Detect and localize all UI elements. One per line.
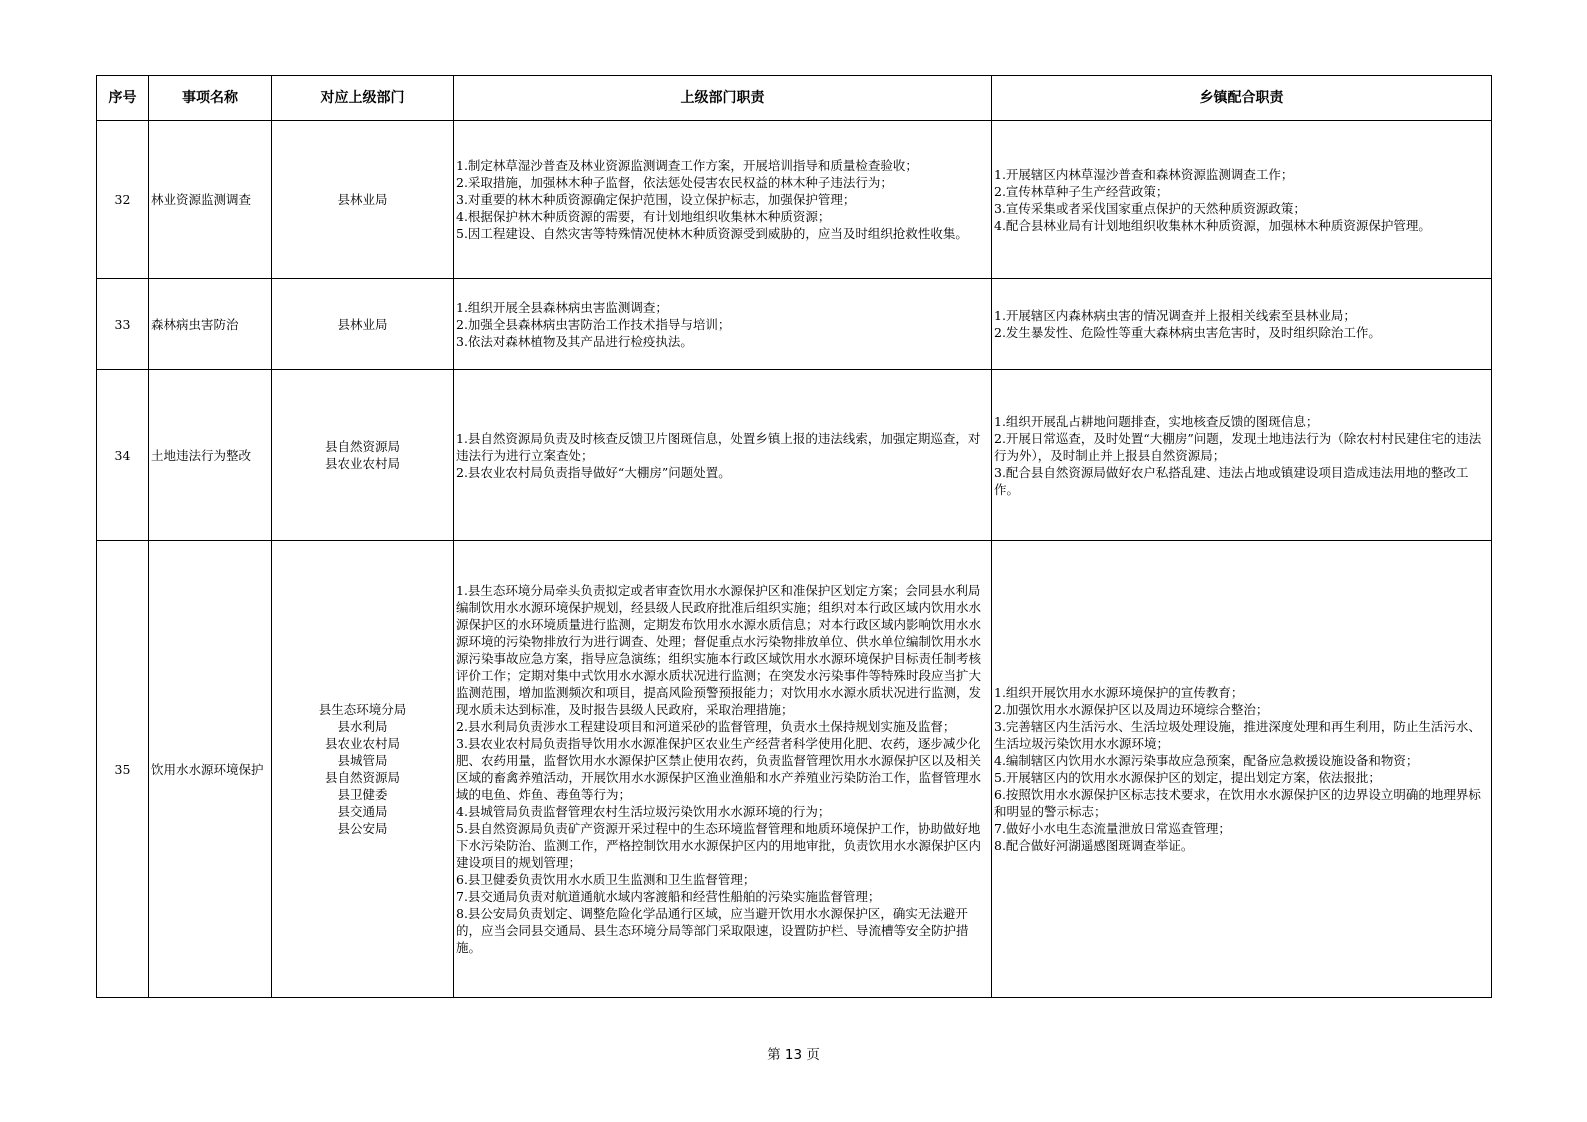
dept-name: 县农业农村局 (324, 736, 400, 751)
duty-item: 2.采取措施，加强林木种子监督，依法惩处侵害农民权益的林木种子违法行为； (456, 175, 893, 190)
row-town-duties (992, 279, 1492, 370)
duty-item: 3.完善辖区内生活污水、生活垃圾处理设施，推进深度处理和再生利用，防止生活污水、生活垃圾污染饮用水水源环境； (994, 719, 1481, 751)
table-row (97, 121, 1492, 279)
row-town-duties (992, 370, 1492, 541)
page-number: 第 13 页 (767, 1047, 820, 1063)
duty-item: 2.发生暴发性、危险性等重大森林病虫害危害时，及时组织除治工作。 (994, 325, 1381, 340)
duty-item: 1.组织开展饮用水水源环境保护的宣传教育； (994, 685, 1244, 700)
row-depts (272, 370, 454, 541)
row-town-duties (992, 541, 1492, 998)
header-upper-duties: 上级部门职责 (454, 76, 992, 121)
duty-item: 7.县交通局负责对航道通航水域内客渡船和经营性船舶的污染实施监督管理； (456, 889, 881, 904)
duty-item: 3.依法对森林植物及其产品进行检疫执法。 (456, 333, 693, 349)
row-index: 33 (97, 279, 149, 370)
duty-item: 4.配合县林业局有计划地组织收集林木种质资源，加强林木种质资源保护管理。 (994, 217, 1431, 233)
duty-item: 3.对重要的林木种质资源确定保护范围，设立保护标志，加强保护管理； (456, 192, 856, 207)
row-depts (272, 541, 454, 998)
dept-name: 县交通局 (337, 804, 388, 819)
duty-item: 1.组织开展乱占耕地问题排查，实地核查反馈的图斑信息； (994, 413, 1319, 429)
row-upper-duties (454, 279, 992, 370)
duty-item: 2.宣传林草种子生产经营政策； (994, 183, 1169, 199)
dept-name: 县公安局 (337, 821, 388, 836)
duty-item: 6.县卫健委负责饮用水水质卫生监测和卫生监督管理； (456, 872, 756, 887)
duty-item: 1.县生态环境分局牵头负责拟定或者审查饮用水水源保护区和准保护区划定方案；会同县水利局编制饮用水水源环境保护规划，经县级人民政府批准后组织实施；组织对本行政区域内饮用水水源保护区的水环境质量进行监测，定期发布饮用水水源水质信息；对本行政区域内影响饮用水水源环境的污染物排放行为进行调查、处理；督促重点水污染物排放单位、供水单位编制饮用水水源污染事故应急方案，指导应急演练；组织实施本行政区域饮用水水源环境保护目标责任制考核评价工作；定期对集中式饮用水水源水质状况进行监测；在突发水污染事件等特殊时段应当扩大监测范围，增加监测频次和项目，提高风险预警预报能力；对饮用水水源水质状况进行监测，发现水质未达到标准，及时报告县级人民政府，采取治理措施； (456, 583, 982, 717)
row-upper-duties (454, 370, 992, 541)
duty-item: 4.县城管局负责监督管理农村生活垃圾污染饮用水水源环境的行为； (456, 804, 831, 819)
dept-name: 县城管局 (337, 753, 388, 768)
duty-item: 2.加强饮用水水源保护区以及周边环境综合整治； (994, 702, 1269, 717)
duty-item: 3.县农业农村局负责指导饮用水水源准保护区农业生产经营者科学使用化肥、农药，逐步减少化肥、农药用量，监督饮用水水源保护区禁止使用农药，负责监督管理饮用水水源保护区以及相关区域的畜禽养殖活动，开展饮用水水源保护区渔业渔船和水产养殖业污染防治工作，监督管理水域的电鱼、炸鱼、毒鱼等行为； (456, 736, 982, 802)
dept-name: 县水利局 (337, 719, 388, 734)
duty-item: 6.按照饮用水水源保护区标志技术要求，在饮用水水源保护区的边界设立明确的地理界标和明显的警示标志； (994, 787, 1481, 819)
duty-item: 5.开展辖区内的饮用水水源保护区的划定，提出划定方案，依法报批； (994, 770, 1381, 785)
header-town-duties: 乡镇配合职责 (992, 76, 1492, 121)
row-item-name: 森林病虫害防治 (149, 279, 272, 370)
dept-name: 县自然资源局 (324, 439, 400, 454)
table-row (97, 541, 1492, 998)
row-town-duties (992, 121, 1492, 279)
dept-name: 县生态环境分局 (318, 702, 407, 717)
header-upper-dept: 对应上级部门 (272, 76, 454, 121)
duty-item: 5.县自然资源局负责矿产资源开采过程中的生态环境监督管理和地质环境保护工作，协助做好地下水污染防治、监测工作，严格控制饮用水水源保护区内的用地审批，负责饮用水水源保护区内建设项目的规划管理； (456, 821, 982, 870)
table-row (97, 279, 1492, 370)
header-index: 序号 (97, 76, 149, 121)
duty-item: 3.配合县自然资源局做好农户私搭乱建、违法占地或镇建设项目造成违法用地的整改工作。 (994, 464, 1469, 497)
duty-item: 8.配合做好河湖遥感图斑调查举证。 (994, 838, 1194, 853)
row-index: 32 (97, 121, 149, 279)
row-item-name: 林业资源监测调查 (149, 121, 272, 279)
duty-item: 2.县农业农村局负责指导做好“大棚房”问题处置。 (456, 464, 731, 480)
header-row (97, 76, 1492, 121)
row-index: 35 (97, 541, 149, 998)
row-index: 34 (97, 370, 149, 541)
duty-item: 2.县水利局负责涉水工程建设项目和河道采砂的监督管理，负责水土保持规划实施及监督； (456, 719, 956, 734)
duty-item: 4.根据保护林木种质资源的需要，有计划地组织收集林木种质资源； (456, 209, 831, 224)
dept-name: 县自然资源局 (324, 770, 400, 785)
duty-item: 1.组织开展全县森林病虫害监测调查； (456, 299, 668, 315)
dept-name: 县农业农村局 (324, 456, 400, 471)
duty-item: 4.编制辖区内饮用水水源污染事故应急预案，配备应急救援设施设备和物资； (994, 753, 1419, 768)
duty-item: 7.做好小水电生态流量泄放日常巡查管理； (994, 821, 1231, 836)
duty-item: 1.开展辖区内森林病虫害的情况调查并上报相关线索至县林业局； (994, 308, 1356, 323)
duty-item: 1.制定林草湿沙普查及林业资源监测调查工作方案，开展培训指导和质量检查验收； (456, 158, 918, 173)
row-depts (272, 279, 454, 370)
duty-item: 8.县公安局负责划定、调整危险化学品通行区域，应当避开饮用水水源保护区，确实无法避开的，应当会同县交通局、县生态环境分局等部门采取限速，设置防护栏、导流槽等安全防护措施。 (456, 906, 969, 955)
table-row (97, 370, 1492, 541)
dept-name: 县林业局 (337, 316, 388, 332)
row-upper-duties (454, 121, 992, 279)
header-item-name: 事项名称 (149, 76, 272, 121)
duty-item: 1.县自然资源局负责及时核查反馈卫片图斑信息，处置乡镇上报的违法线索，加强定期巡查，对违法行为进行立案查处； (456, 430, 981, 463)
duty-table (96, 75, 1492, 998)
row-item-name: 土地违法行为整改 (149, 370, 272, 541)
row-item-name: 饮用水水源环境保护 (149, 541, 272, 998)
row-upper-duties (454, 541, 992, 998)
row-depts (272, 121, 454, 279)
duty-item: 2.开展日常巡查，及时处置“大棚房”问题，发现土地违法行为（除农村村民建住宅的违法行为外），及时制止并上报县自然资源局； (994, 430, 1482, 463)
duty-item: 3.宣传采集或者采伐国家重点保护的天然种质资源政策； (994, 200, 1306, 216)
duty-item: 5.因工程建设、自然灾害等特殊情况使林木种质资源受到威胁的，应当及时组织抢救性收集。 (456, 226, 968, 241)
duty-item: 1.开展辖区内林草湿沙普查和森林资源监测调查工作； (994, 166, 1294, 182)
dept-name: 县卫健委 (337, 787, 388, 802)
duty-item: 2.加强全县森林病虫害防治工作技术指导与培训； (456, 316, 731, 332)
dept-name: 县林业局 (337, 192, 388, 207)
